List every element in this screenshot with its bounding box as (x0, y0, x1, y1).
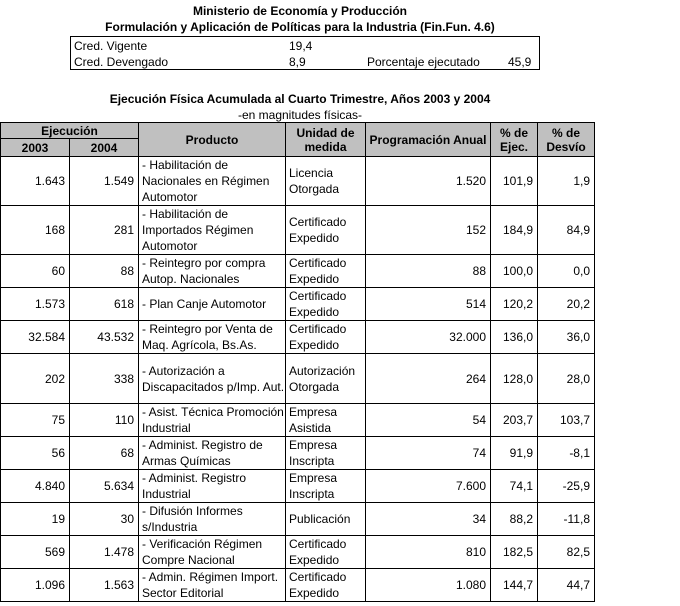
cell-pct-ejec: 184,9 (491, 206, 538, 255)
cell-producto: - Plan Canje Automotor (139, 288, 286, 321)
cell-2003: 1.573 (1, 288, 70, 321)
cell-pct-desvio: 84,9 (538, 206, 595, 255)
cell-pct-desvio: 36,0 (538, 321, 595, 354)
cell-producto: - Difusión Informes s/Industria (139, 503, 286, 536)
cell-unidad: Certificado Expedido (286, 206, 366, 255)
cred-vigente-value: 19,4 (289, 39, 313, 53)
table-row (1, 470, 595, 503)
table-row (1, 206, 595, 255)
cell-producto: - Habilitación de Importados Régimen Automotor (139, 206, 286, 255)
cell-2003: 32.584 (1, 321, 70, 354)
cell-producto: - Reintegro por compra Autop. Nacionales (139, 255, 286, 288)
cell-programacion: 54 (366, 404, 491, 437)
cell-programacion: 34 (366, 503, 491, 536)
cell-programacion: 74 (366, 437, 491, 470)
cell-programacion: 152 (366, 206, 491, 255)
cell-2004: 88 (70, 255, 139, 288)
cell-programacion: 810 (366, 536, 491, 569)
table-row (1, 288, 595, 321)
header-2004: 2004 (70, 139, 139, 157)
credit-summary-box (70, 36, 540, 70)
execution-table (0, 122, 595, 602)
table-row (1, 255, 595, 288)
cell-programacion: 1.520 (366, 157, 491, 206)
header-producto: Producto (139, 123, 286, 157)
table-row (1, 354, 595, 404)
table-row (1, 437, 595, 470)
cell-pct-ejec: 182,5 (491, 536, 538, 569)
header-pct-desvio: % de Desvío (538, 123, 595, 157)
cell-programacion: 88 (366, 255, 491, 288)
cell-pct-ejec: 136,0 (491, 321, 538, 354)
cell-2003: 19 (1, 503, 70, 536)
cell-producto: - Admin. Régimen Import. Sector Editorial (139, 569, 286, 602)
cell-pct-desvio: 20,2 (538, 288, 595, 321)
header-ejecucion: Ejecución (1, 123, 139, 139)
porcentaje-ejecutado-label: Porcentaje ejecutado (367, 55, 480, 69)
cell-pct-ejec: 144,7 (491, 569, 538, 602)
cell-2004: 110 (70, 404, 139, 437)
cell-2003: 4.840 (1, 470, 70, 503)
cell-pct-desvio: -25,9 (538, 470, 595, 503)
cell-2003: 60 (1, 255, 70, 288)
cell-programacion: 7.600 (366, 470, 491, 503)
table-title: Ejecución Física Acumulada al Cuarto Trimestre, Años 2003 y 2004 (109, 92, 491, 106)
table-row (1, 503, 595, 536)
cell-pct-desvio: 1,9 (538, 157, 595, 206)
cell-2003: 168 (1, 206, 70, 255)
cell-programacion: 514 (366, 288, 491, 321)
cell-producto: - Administ. Registro de Armas Químicas (139, 437, 286, 470)
cell-unidad: Certificado Expedido (286, 321, 366, 354)
cell-2003: 56 (1, 437, 70, 470)
cell-pct-desvio: 44,7 (538, 569, 595, 602)
cell-pct-desvio: 103,7 (538, 404, 595, 437)
cell-unidad: Licencia Otorgada (286, 157, 366, 206)
program-title: Formulación y Aplicación de Políticas para la Industria (Fin.Fun. 4.6) (105, 20, 495, 34)
cell-pct-ejec: 88,2 (491, 503, 538, 536)
cell-unidad: Certificado Expedido (286, 569, 366, 602)
cell-unidad: Publicación (286, 503, 366, 536)
cell-pct-ejec: 74,1 (491, 470, 538, 503)
table-body (1, 157, 595, 602)
table-row (1, 404, 595, 437)
cell-pct-desvio: 0,0 (538, 255, 595, 288)
cell-producto: - Reintegro por Venta de Maq. Agrícola, Bs.As. (139, 321, 286, 354)
cell-2004: 618 (70, 288, 139, 321)
cell-unidad: Empresa Inscripta (286, 437, 366, 470)
cell-2004: 5.634 (70, 470, 139, 503)
cell-unidad: Empresa Asistida (286, 404, 366, 437)
cell-2003: 75 (1, 404, 70, 437)
cell-programacion: 1.080 (366, 569, 491, 602)
cred-vigente-label: Cred. Vigente (74, 39, 148, 53)
cell-producto: - Habilitación de Nacionales en Régimen Automotor (139, 157, 286, 206)
header-unidad: Unidad de medida (286, 123, 366, 157)
cell-pct-ejec: 101,9 (491, 157, 538, 206)
cell-unidad: Certificado Expedido (286, 255, 366, 288)
cell-producto: - Verificación Régimen Compre Nacional (139, 536, 286, 569)
cell-2003: 569 (1, 536, 70, 569)
cell-pct-desvio: -11,8 (538, 503, 595, 536)
header-pct-ejec: % de Ejec. (491, 123, 538, 157)
cell-producto: - Asist. Técnica Promoción Industrial (139, 404, 286, 437)
ministry-title: Ministerio de Economía y Producción (192, 4, 408, 18)
cell-pct-ejec: 203,7 (491, 404, 538, 437)
cell-2004: 43.532 (70, 321, 139, 354)
cell-2004: 1.563 (70, 569, 139, 602)
cell-unidad: Empresa Inscripta (286, 470, 366, 503)
header-2003: 2003 (1, 139, 70, 157)
table-row (1, 569, 595, 602)
cell-2004: 281 (70, 206, 139, 255)
table-row (1, 321, 595, 354)
cred-devengado-label: Cred. Devengado (74, 55, 169, 69)
table-subtitle: -en magnitudes físicas- (237, 108, 363, 122)
cell-2004: 68 (70, 437, 139, 470)
table-row (1, 157, 595, 206)
cell-2003: 1.096 (1, 569, 70, 602)
cred-devengado-value: 8,9 (289, 55, 306, 69)
table-row (1, 536, 595, 569)
cell-2004: 30 (70, 503, 139, 536)
cell-pct-desvio: -8,1 (538, 437, 595, 470)
cell-pct-ejec: 120,2 (491, 288, 538, 321)
cell-producto: - Administ. Registro Industrial (139, 470, 286, 503)
cell-2004: 338 (70, 354, 139, 404)
cell-unidad: Certificado Expedido (286, 288, 366, 321)
cell-2004: 1.549 (70, 157, 139, 206)
cell-2003: 1.643 (1, 157, 70, 206)
cell-pct-ejec: 100,0 (491, 255, 538, 288)
cell-pct-ejec: 128,0 (491, 354, 538, 404)
cell-producto: - Autorización a Discapacitados p/Imp. Aut. (139, 354, 286, 404)
cell-programacion: 32.000 (366, 321, 491, 354)
cell-2003: 202 (1, 354, 70, 404)
header-programacion: Programación Anual (366, 123, 491, 157)
porcentaje-ejecutado-value: 45,9 (508, 55, 532, 69)
cell-pct-desvio: 28,0 (538, 354, 595, 404)
cell-2004: 1.478 (70, 536, 139, 569)
cell-unidad: Certificado Expedido (286, 536, 366, 569)
cell-unidad: Autorización Otorgada (286, 354, 366, 404)
cell-programacion: 264 (366, 354, 491, 404)
cell-pct-ejec: 91,9 (491, 437, 538, 470)
cell-pct-desvio: 82,5 (538, 536, 595, 569)
